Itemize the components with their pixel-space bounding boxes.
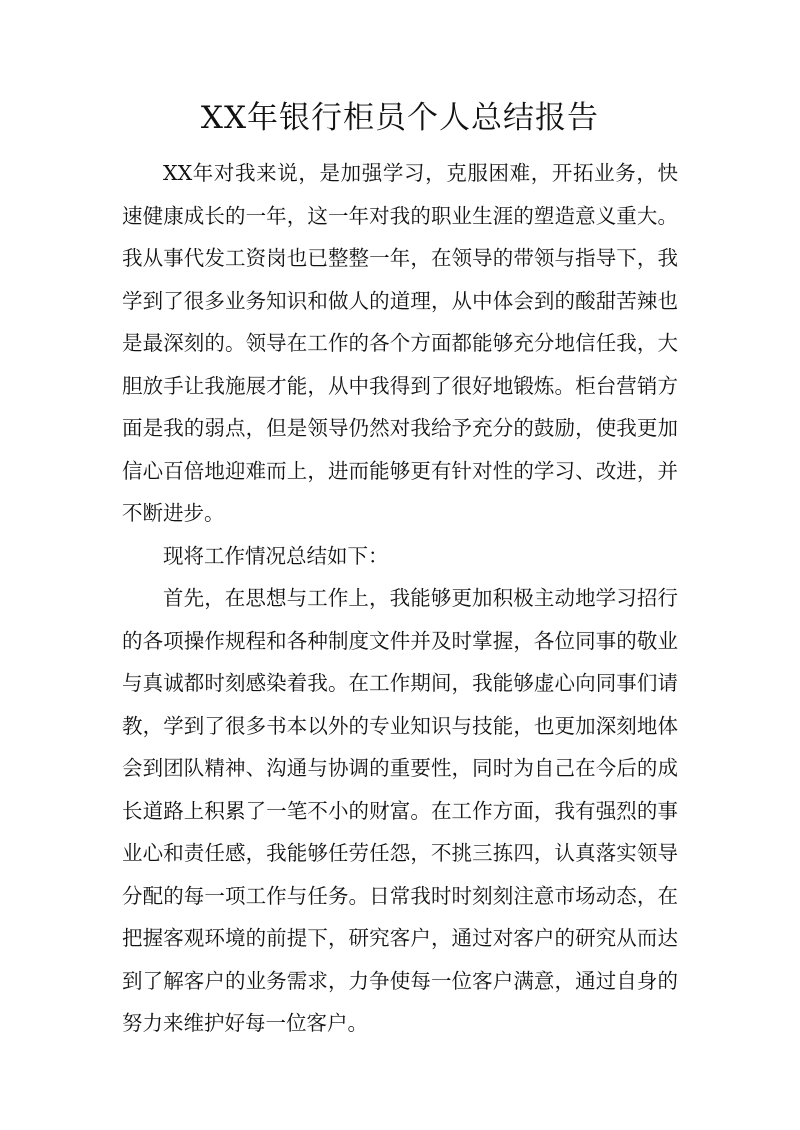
paragraph-intro: XX年对我来说，是加强学习，克服困难，开拓业务，快速健康成长的一年，这一年对我的职业生涯的塑造意义重大。我从事代发工资岗也已整整一年，在领导的带领与指导下，我学到了很多业务知识和做人的道理，从中体会到的酸甜苦辣也是最深刻的。领导在工作的各个方面都能够充分地信任我，大胆放手让我施展才能，从中我得到了很好地锻炼。柜台营销方面是我的弱点，但是领导仍然对我给予充分的鼓励，使我更加信心百倍地迎难而上，进而能够更有针对性的学习、改进，并不断进步。 xyxy=(122,161,678,525)
document-body xyxy=(122,152,678,1045)
document-title: XX年银行柜员个人总结报告 xyxy=(200,100,600,136)
paragraph-summary-lead: 现将工作情况总结如下： xyxy=(163,543,389,568)
paragraph-first-point: 首先，在思想与工作上，我能够更加积极主动地学习招行的各项操作规程和各种制度文件并及时掌握，各位同事的敬业与真诚都时刻感染着我。在工作期间，我能够虚心向同事们请教，学到了很多书本以外的专业知识与技能，也更加深刻地体会到团队精神、沟通与协调的重要性，同时为自己在今后的成长道路上积累了一笔不小的财富。在工作方面，我有强烈的事业心和责任感，我能够任劳任怨，不挑三拣四，认真落实领导分配的每一项工作与任务。日常我时时刻刻注意市场动态，在把握客观环境的前提下，研究客户，通过对客户的研究从而达到了解客户的业务需求，力争使每一位客户满意，通过自身的努力来维护好每一位客户。 xyxy=(122,586,678,1035)
